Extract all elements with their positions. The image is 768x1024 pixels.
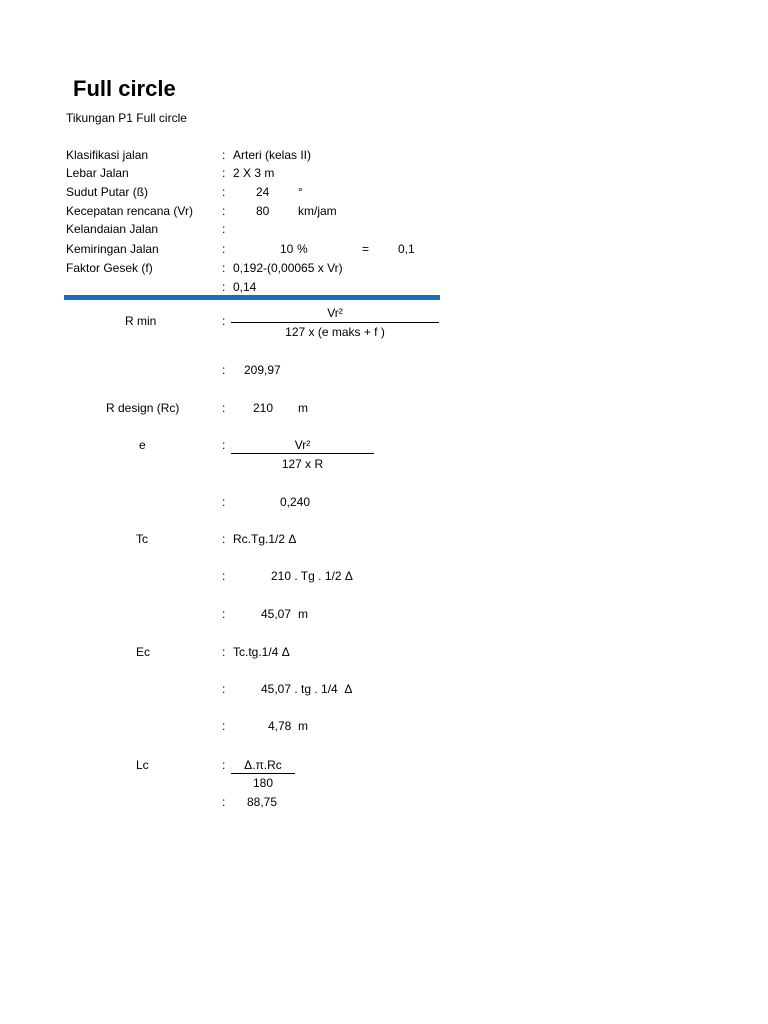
section-divider bbox=[64, 295, 440, 300]
lc-numerator: Δ.π.Rc bbox=[244, 758, 282, 772]
param-label: Lebar Jalan bbox=[66, 166, 129, 180]
ec-substitution: 45,07 . tg . 1/4 Δ bbox=[261, 682, 353, 696]
param-equals: = bbox=[362, 242, 370, 256]
param-value: Arteri (kelas II) bbox=[233, 148, 312, 162]
ec-unit: m bbox=[298, 719, 308, 733]
e-result: 0,240 bbox=[280, 495, 311, 509]
param-colon: : bbox=[222, 166, 226, 180]
param-colon: : bbox=[222, 204, 226, 218]
ec-label: Ec bbox=[136, 645, 151, 659]
subtitle: Tikungan P1 Full circle bbox=[66, 111, 187, 125]
param-colon: : bbox=[222, 222, 226, 236]
param-value: 2 X 3 m bbox=[233, 166, 275, 180]
param-colon: : bbox=[222, 148, 226, 162]
tc-colon: : bbox=[222, 532, 226, 546]
param-value: 10 bbox=[280, 242, 294, 256]
ec-sub-colon: : bbox=[222, 682, 226, 696]
lc-label: Lc bbox=[136, 758, 149, 772]
param-unit: ° bbox=[298, 185, 303, 199]
tc-substitution: 210 . Tg . 1/2 Δ bbox=[271, 569, 353, 583]
lc-denominator: 180 bbox=[252, 776, 274, 790]
ec-formula: Tc.tg.1/4 Δ bbox=[233, 645, 290, 659]
rmin-result: 209,97 bbox=[244, 363, 281, 377]
lc-result-colon: : bbox=[222, 795, 226, 809]
tc-label: Tc bbox=[136, 532, 148, 546]
ec-colon: : bbox=[222, 645, 226, 659]
param-label: Faktor Gesek (f) bbox=[66, 261, 153, 275]
e-result-colon: : bbox=[222, 495, 226, 509]
rdesign-unit: m bbox=[298, 401, 308, 415]
ec-result: 4,78 bbox=[268, 719, 292, 733]
param-value: 0,14 bbox=[233, 280, 257, 294]
param-value: 0,192-(0,00065 x Vr) bbox=[233, 261, 343, 275]
param-colon: : bbox=[222, 242, 226, 256]
tc-formula: Rc.Tg.1/2 Δ bbox=[233, 532, 297, 546]
rmin-result-colon: : bbox=[222, 363, 226, 377]
e-numerator: Vr² bbox=[294, 438, 311, 452]
rmin-numerator: Vr² bbox=[327, 306, 343, 320]
rmin-denominator: 127 x (e maks + f ) bbox=[285, 325, 385, 339]
param-result: 0,1 bbox=[398, 242, 415, 256]
param-unit: % bbox=[297, 242, 308, 256]
param-label: Klasifikasi jalan bbox=[66, 148, 149, 162]
lc-fraction-line bbox=[231, 773, 295, 774]
param-value: 24 bbox=[256, 185, 270, 199]
tc-result-colon: : bbox=[222, 607, 226, 621]
rdesign-value: 210 bbox=[253, 401, 274, 415]
tc-sub-colon: : bbox=[222, 569, 226, 583]
ec-result-colon: : bbox=[222, 719, 226, 733]
param-label: Kelandaian Jalan bbox=[66, 222, 159, 236]
lc-result: 88,75 bbox=[247, 795, 278, 809]
param-label: Sudut Putar (ß) bbox=[66, 185, 149, 199]
tc-unit: m bbox=[298, 607, 308, 621]
rmin-fraction-line bbox=[231, 322, 439, 323]
rmin-colon: : bbox=[222, 314, 226, 328]
param-label: Kemiringan Jalan bbox=[66, 242, 159, 256]
e-label: e bbox=[139, 438, 146, 452]
lc-colon: : bbox=[222, 758, 226, 772]
rdesign-colon: : bbox=[222, 401, 226, 415]
param-colon: : bbox=[222, 261, 226, 275]
param-unit: km/jam bbox=[298, 204, 337, 218]
e-denominator: 127 x R bbox=[281, 457, 324, 471]
rdesign-label: R design (Rc) bbox=[106, 401, 180, 415]
param-colon: : bbox=[222, 185, 226, 199]
tc-result: 45,07 bbox=[261, 607, 292, 621]
param-colon: : bbox=[222, 280, 226, 294]
param-label: Kecepatan rencana (Vr) bbox=[66, 204, 193, 218]
param-value: 80 bbox=[256, 204, 270, 218]
rmin-label: R min bbox=[125, 314, 157, 328]
page-title: Full circle bbox=[73, 76, 176, 101]
e-colon: : bbox=[222, 438, 226, 452]
e-fraction-line bbox=[231, 453, 374, 454]
